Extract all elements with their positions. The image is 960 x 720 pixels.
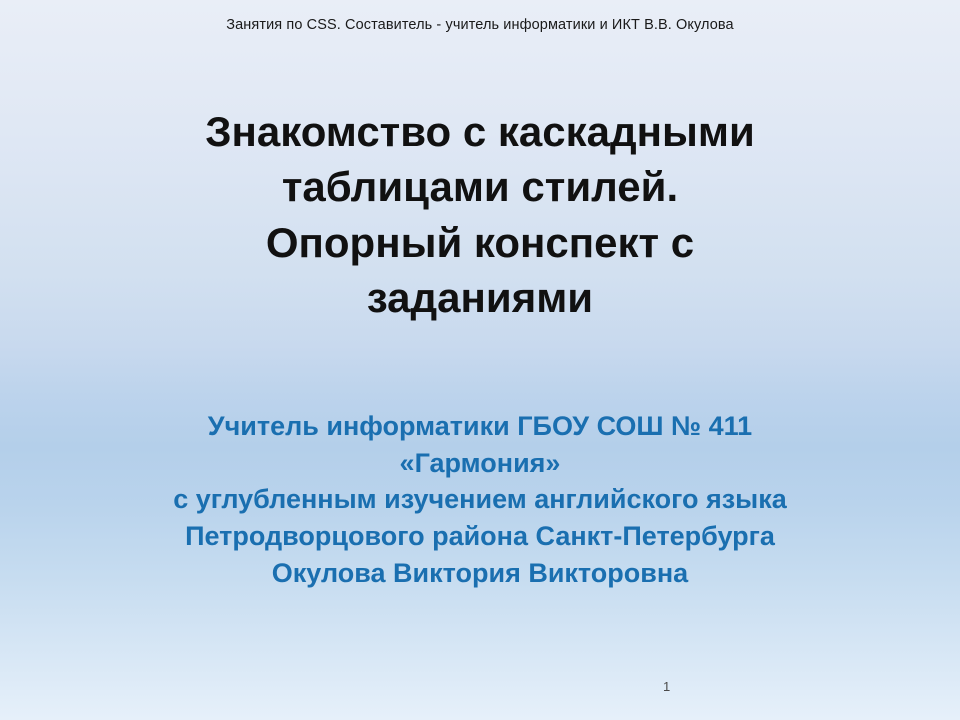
slide-title	[60, 104, 900, 326]
title-line: заданиями	[366, 274, 594, 322]
subtitle-line: Окулова Виктория Викторовна	[271, 557, 689, 588]
slide-header-note: Занятия по CSS. Составитель - учитель информатики и ИКТ В.В. Окулова	[226, 17, 734, 33]
slide-page-number: 1	[663, 679, 671, 694]
title-line: таблицами стилей.	[281, 163, 679, 211]
title-line: Знакомство с каскадными	[205, 108, 755, 155]
subtitle-line: Петродворцового района Санкт-Петербурга	[185, 521, 775, 552]
title-line: Опорный конспект с	[265, 218, 695, 266]
slide-subtitle	[40, 408, 920, 592]
subtitle-line: с углубленным изучением английского языка	[173, 484, 787, 515]
subtitle-line: «Гармония»	[399, 447, 561, 478]
subtitle-line: Учитель информатики ГБОУ СОШ № 411	[207, 411, 753, 441]
